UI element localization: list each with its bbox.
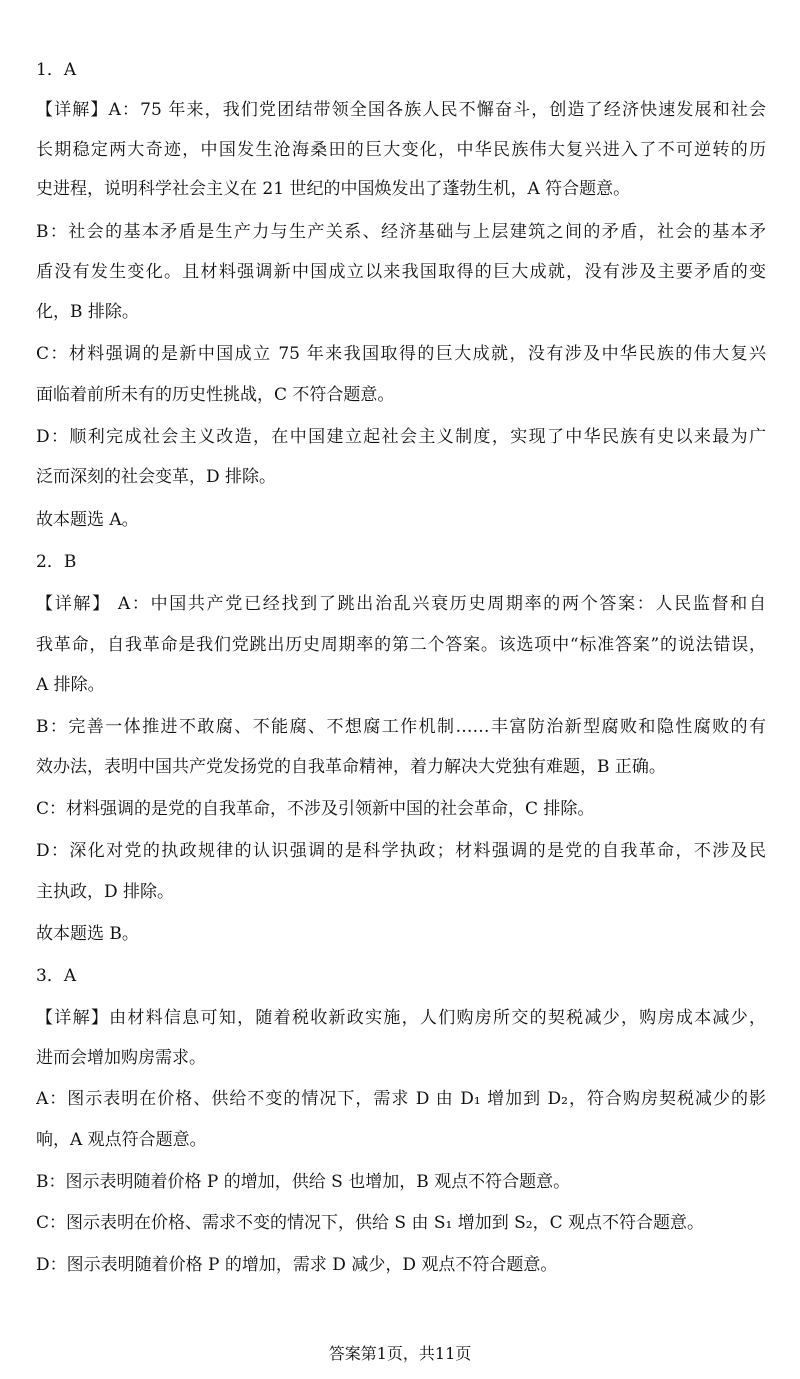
explanation-line: A 排除。: [36, 675, 105, 695]
explanation-line: D：顺利完成社会主义改造，在中国建立起社会主义制度，实现了中华民族有史以来最为广: [36, 427, 766, 447]
explanation-line: 主执政，D 排除。: [36, 882, 175, 902]
explanation-line: D：图示表明随着价格 P 的增加，需求 D 减少，D 观点不符合题意。: [36, 1255, 558, 1275]
page-footer: 答案第1页，共11页: [328, 1344, 472, 1363]
explanation-line: 效办法，表明中国共产党发扬党的自我革命精神，着力解决大党独有难题，B 正确。: [36, 757, 666, 777]
explanation-line: B：完善一体推进不敢腐、不能腐、不想腐工作机制……丰富防治新型腐败和隐性腐败的有: [36, 717, 766, 737]
explanation-line: C：材料强调的是新中国成立 75 年来我国取得的巨大成就，没有涉及中华民族的伟大复兴: [36, 344, 766, 364]
explanation-line: C：材料强调的是党的自我革命，不涉及引领新中国的社会革命，C 排除。: [36, 799, 595, 819]
explanation-line: C：图示表明在价格、需求不变的情况下，供给 S 由 S₁ 增加到 S₂，C 观点不符合题意。: [36, 1213, 705, 1233]
explanation-line: 响，A 观点符合题意。: [36, 1130, 207, 1150]
explanation-line: 长期稳定两大奇迹，中国发生沧海桑田的巨大变化，中华民族伟大复兴进入了不可逆转的历: [36, 140, 766, 160]
explanation-line: A：图示表明在价格、供给不变的情况下，需求 D 由 D₁ 增加到 D₂，符合购房契税减少的影: [36, 1089, 766, 1109]
conclusion-line: 故本题选 A。: [36, 510, 139, 530]
explanation-line: 【详解】A：75 年来，我们党团结带领全国各族人民不懈奋斗，创造了经济快速发展和社会: [36, 100, 766, 120]
explanation-line: B：社会的基本矛盾是生产力与生产关系、经济基础与上层建筑之间的矛盾，社会的基本矛: [36, 222, 766, 242]
question-number: 1．A: [36, 60, 77, 80]
question-number: 2．B: [36, 552, 77, 572]
explanation-line: 【详解】 A：中国共产党已经找到了跳出治乱兴衰历史周期率的两个答案：人民监督和自: [36, 594, 766, 614]
explanation-line: B：图示表明随着价格 P 的增加，供给 S 也增加，B 观点不符合题意。: [36, 1172, 571, 1192]
explanation-line: 史进程，说明科学社会主义在 21 世纪的中国焕发出了蓬勃生机，A 符合题意。: [36, 179, 631, 199]
explanation-line: D：深化对党的执政规律的认识强调的是科学执政；材料强调的是党的自我革命，不涉及民: [36, 841, 766, 861]
question-number: 3．A: [36, 966, 77, 986]
explanation-line: 面临着前所未有的历史性挑战，C 不符合题意。: [36, 385, 395, 405]
explanation-line: 进而会增加购房需求。: [36, 1048, 206, 1068]
explanation-line: 化，B 排除。: [36, 302, 139, 322]
explanation-line: 盾没有发生变化。且材料强调新中国成立以来我国取得的巨大成就，没有涉及主要矛盾的变: [36, 262, 766, 282]
explanation-line: 【详解】由材料信息可知，随着税收新政实施，人们购房所交的契税减少，购房成本减少，: [36, 1008, 766, 1028]
explanation-line: 泛而深刻的社会变革，D 排除。: [36, 467, 277, 487]
conclusion-line: 故本题选 B。: [36, 924, 139, 944]
explanation-line: 我革命，自我革命是我们党跳出历史周期率的第二个答案。该选项中“标准答案”的说法错误，: [36, 635, 766, 655]
